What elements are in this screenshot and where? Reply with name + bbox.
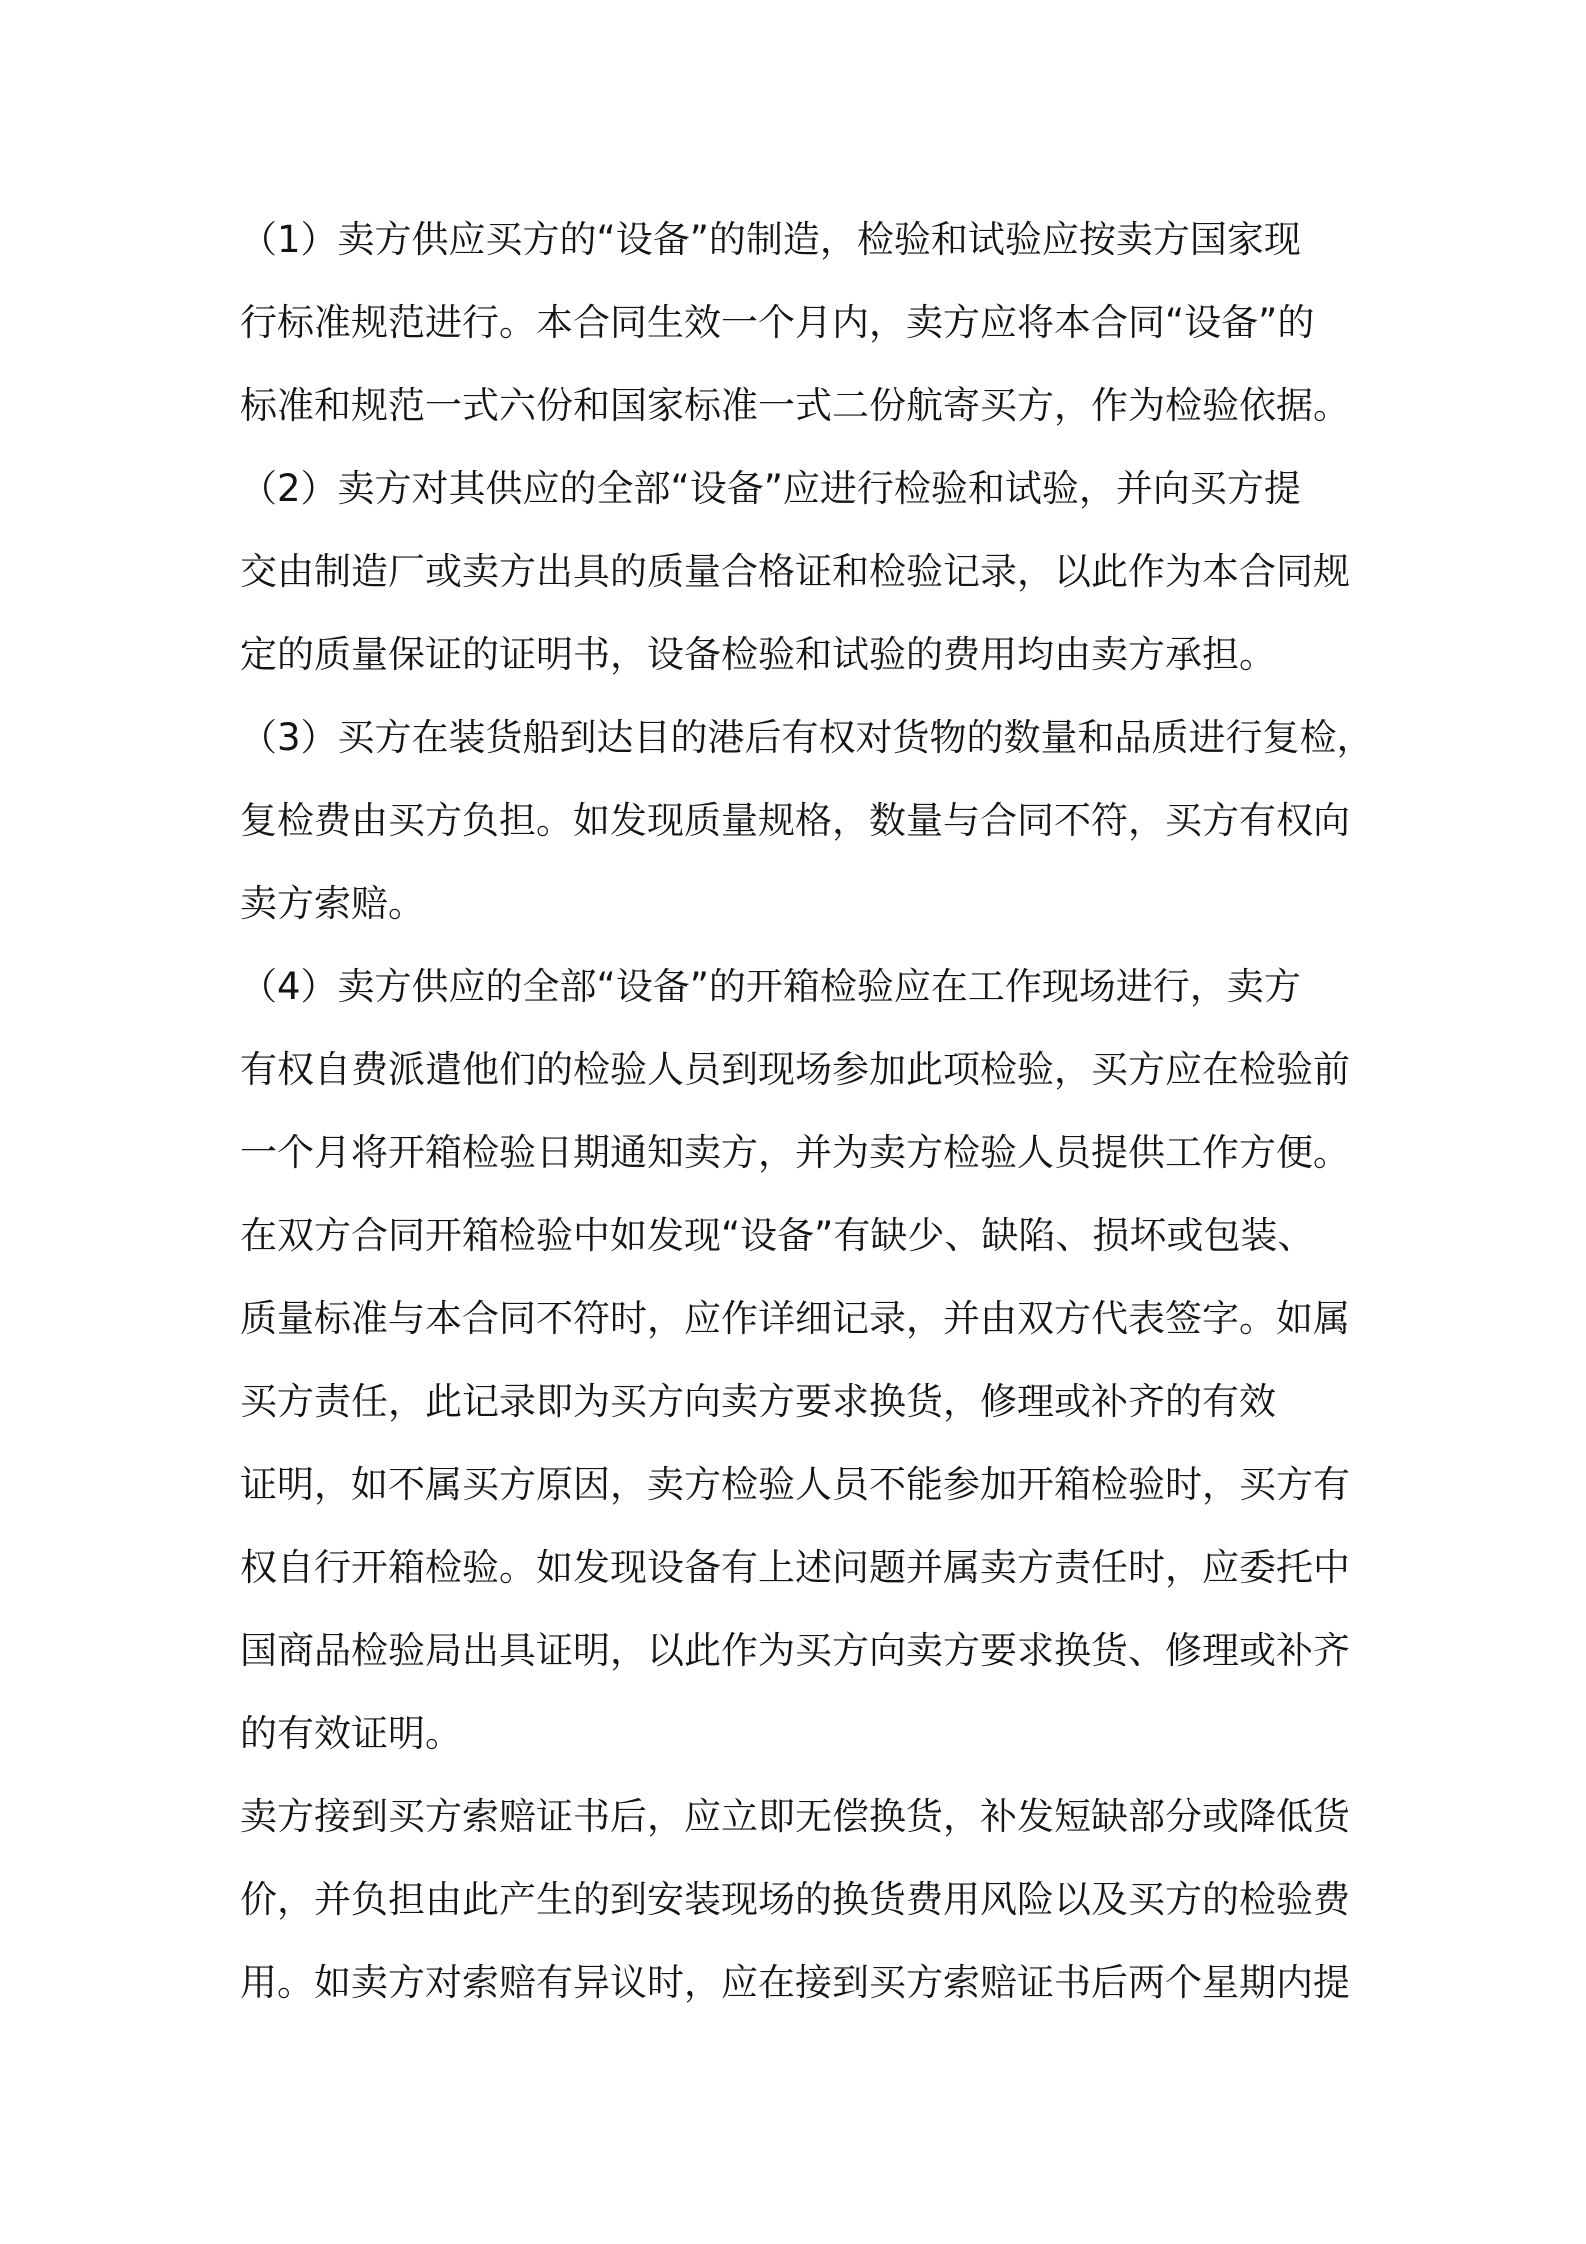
text-line: 买方责任，此记录即为买方向卖方要求换货，修理或补齐的有效: [240, 1380, 1276, 1423]
text-line: 用。如卖方对索赔有异议时，应在接到买方索赔证书后两个星期内提: [240, 1961, 1350, 2004]
text-line: 在双方合同开箱检验中如发现“设备”有缺少、缺陷、损坏或包装、: [240, 1214, 1315, 1257]
text-line: 证明，如不属买方原因，卖方检验人员不能参加开箱检验时，买方有: [240, 1463, 1350, 1506]
text-line: 的有效证明。: [240, 1712, 462, 1755]
text-line: （1）卖方供应买方的“设备”的制造，检验和试验应按卖方国家现: [240, 218, 1301, 261]
text-line: 质量标准与本合同不符时，应作详细记录，并由双方代表签字。如属: [240, 1297, 1350, 1340]
text-line: 有权自费派遣他们的检验人员到现场参加此项检验，买方应在检验前: [240, 1048, 1350, 1091]
text-line: 复检费由买方负担。如发现质量规格，数量与合同不符，买方有权向: [240, 799, 1350, 842]
text-line: 标准和规范一式六份和国家标准一式二份航寄买方，作为检验依据。: [240, 384, 1350, 427]
text-line: 行标准规范进行。本合同生效一个月内，卖方应将本合同“设备”的: [240, 301, 1315, 344]
text-line: （2）卖方对其供应的全部“设备”应进行检验和试验，并向买方提: [240, 467, 1301, 510]
text-line: 卖方接到买方索赔证书后，应立即无偿换货，补发短缺部分或降低货: [240, 1795, 1350, 1838]
text-line: （3）买方在装货船到达目的港后有权对货物的数量和品质进行复检，: [240, 716, 1374, 759]
text-line: 定的质量保证的证明书，设备检验和试验的费用均由卖方承担。: [240, 633, 1276, 676]
text-line: 卖方索赔。: [240, 882, 425, 925]
text-line: 交由制造厂或卖方出具的质量合格证和检验记录，以此作为本合同规: [240, 550, 1350, 593]
text-line: 一个月将开箱检验日期通知卖方，并为卖方检验人员提供工作方便。: [240, 1131, 1350, 1174]
document-body: [240, 198, 1374, 2024]
text-line: （4）卖方供应的全部“设备”的开箱检验应在工作现场进行，卖方: [240, 965, 1301, 1008]
text-line: 权自行开箱检验。如发现设备有上述问题并属卖方责任时，应委托中: [240, 1546, 1350, 1589]
text-line: 国商品检验局出具证明，以此作为买方向卖方要求换货、修理或补齐: [240, 1629, 1350, 1672]
text-line: 价，并负担由此产生的到安装现场的换货费用风险以及买方的检验费: [240, 1878, 1350, 1921]
